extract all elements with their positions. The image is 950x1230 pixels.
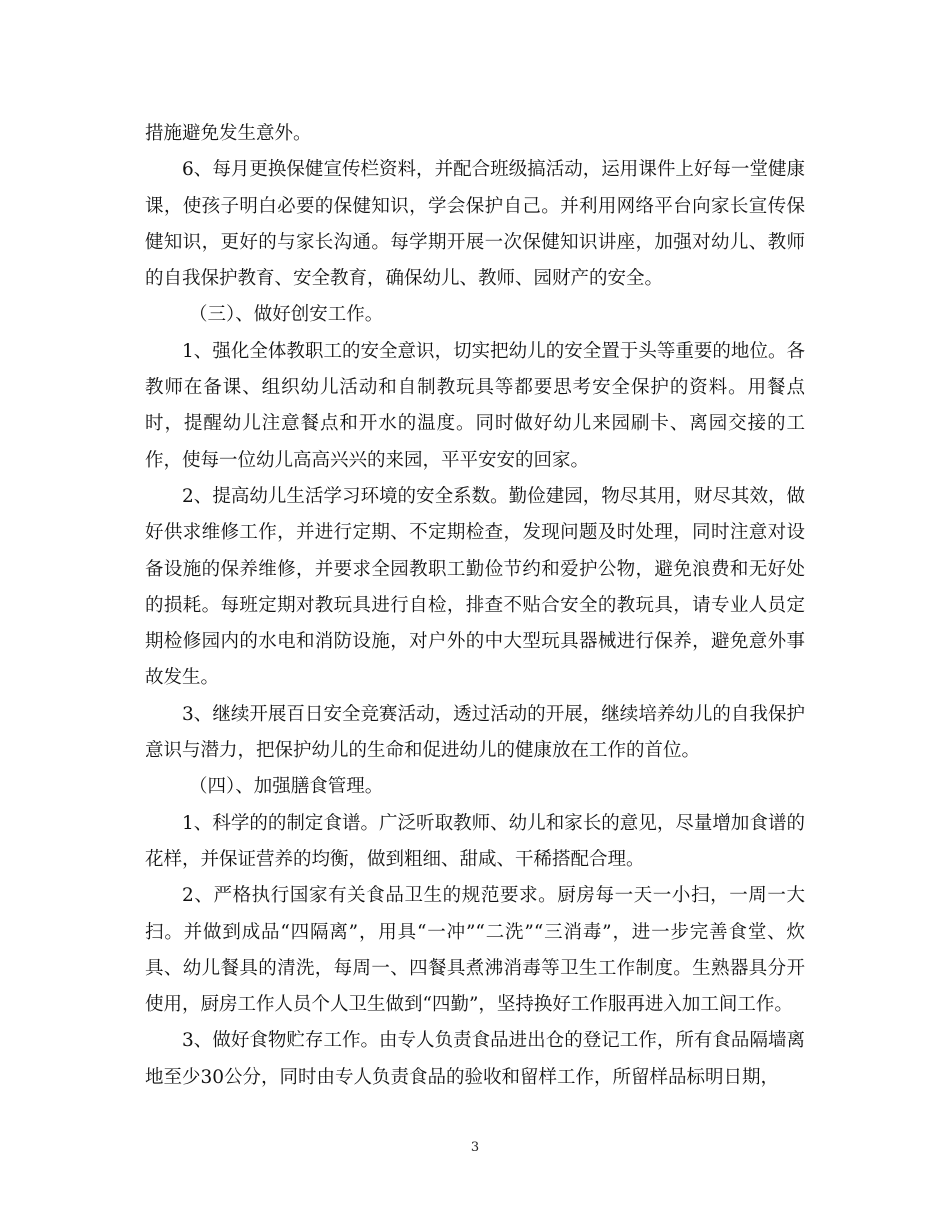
paragraph-diet-3: 3、做好食物贮存工作。由专人负责食品进出仓的登记工作，所有食品隔墙离地至少30公分，同时由专人负责食品的验收和留样工作，所留样品标明日期， xyxy=(145,1030,805,1088)
document-body xyxy=(145,116,805,1096)
paragraph-safety-2: 2、提高幼儿生活学习环境的安全系数。勤俭建园，物尽其用，财尽其效，做好供求维修工作，并进行定期、不定期检查，发现问题及时处理，同时注意对设备设施的保养维修，并要求全园教职工勤俭节约和爱护公物，避免浪费和无好处的损耗。每班定期对教玩具进行自检，排查不贴合安全的教玩具，请专业人员定期检修园内的水电和消防设施，对户外的中大型玩具器械进行保养，避免意外事故发生。 xyxy=(145,485,805,689)
section-heading-3: （三）、做好创安工作。 xyxy=(189,304,384,326)
section-heading-4: （四）、加强膳食管理。 xyxy=(189,776,384,798)
paragraph-diet-2: 2、严格执行国家有关食品卫生的规范要求。厨房每一天一小扫，一周一大扫。并做到成品“四隔离”，用具“一冲”“二洗”“三消毒”，进一步完善食堂、炊具、幼儿餐具的清洗，每周一、四餐具煮沸消毒等卫生工作制度。生熟器具分开使用，厨房工作人员个人卫生做到“四勤”，坚持换好工作服再进入加工间工作。 xyxy=(145,885,805,1016)
paragraph-safety-3: 3、继续开展百日安全竞赛活动，透过活动的开展，继续培养幼儿的自我保护意识与潜力，把保护幼儿的生命和促进幼儿的健康放在工作的首位。 xyxy=(145,703,805,762)
paragraph-diet-1: 1、科学的的制定食谱。广泛听取教师、幼儿和家长的意见，尽量增加食谱的花样，并保证营养的均衡，做到粗细、甜咸、干稀搭配合理。 xyxy=(145,812,805,870)
page-number: 3 xyxy=(470,1140,480,1155)
paragraph-continuation: 措施避免发生意外。 xyxy=(145,123,312,144)
paragraph-item-6: 6、每月更换保健宣传栏资料，并配合班级搞活动，运用课件上好每一堂健康课，使孩子明白必要的保健知识，学会保护自己。并利用网络平台向家长宣传保健知识，更好的与家长沟通。每学期开展一次保健知识讲座，加强对幼儿、教师的自我保护教育、安全教育，确保幼儿、教师、园财产的安全。 xyxy=(145,159,805,290)
paragraph-safety-1: 1、强化全体教职工的安全意识，切实把幼儿的安全置于头等重要的地位。各教师在备课、组织幼儿活动和自制教玩具等都要思考安全保护的资料。用餐点时，提醒幼儿注意餐点和开水的温度。同时做好幼儿来园刷卡、离园交接的工作，使每一位幼儿高高兴兴的来园，平平安安的回家。 xyxy=(145,340,805,471)
